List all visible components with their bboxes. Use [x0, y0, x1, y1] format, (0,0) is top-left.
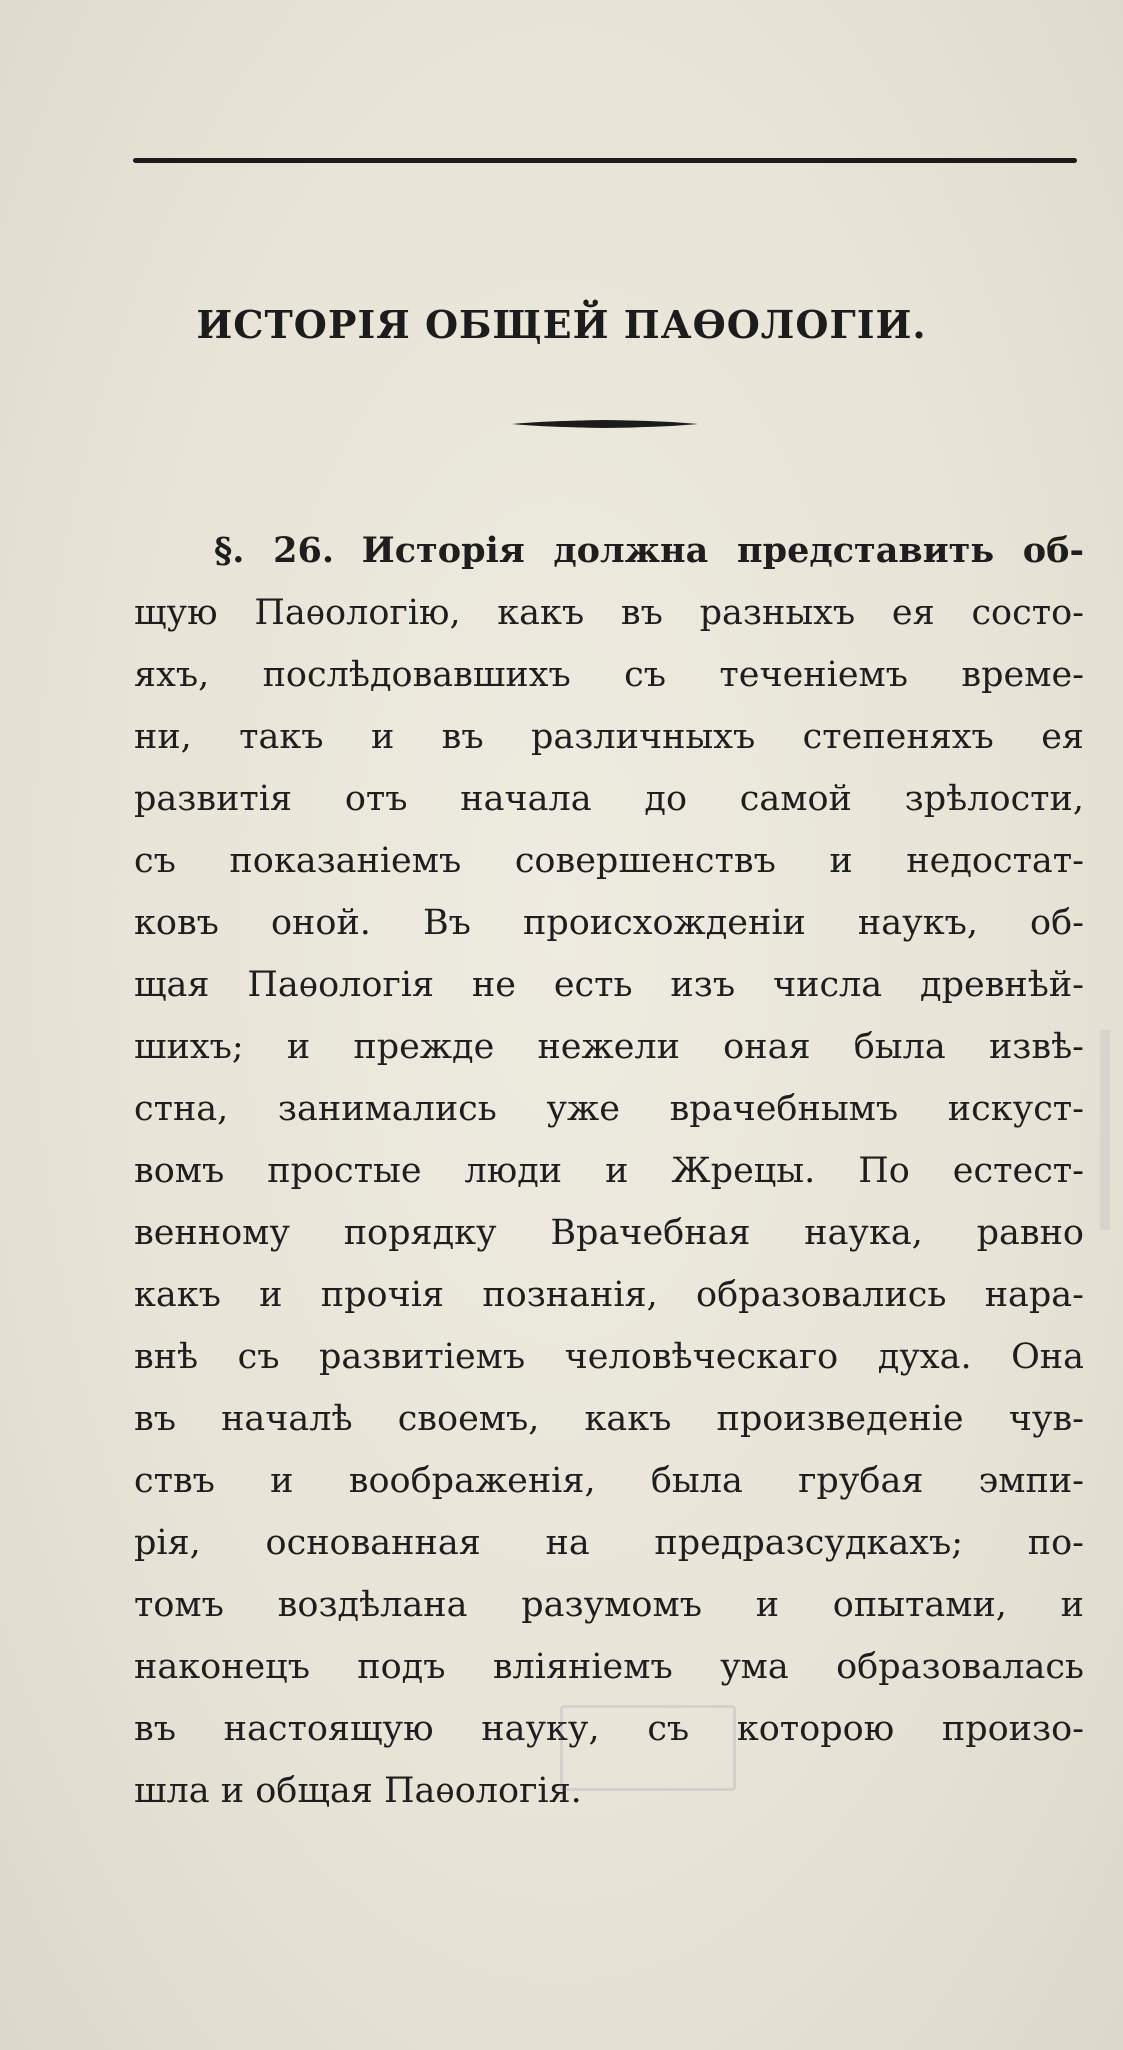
text-line: венному порядку Врачебная наука, равно — [134, 1213, 1084, 1253]
chapter-heading: ИСТОРІЯ ОБЩЕЙ ПАѲОЛОГІИ. — [196, 302, 927, 347]
text-line: внѣ съ развитіемъ человѣческаго духа. Она — [134, 1337, 1084, 1377]
text-line: въ началѣ своемъ, какъ произведеніе чув- — [134, 1399, 1084, 1439]
library-stamp-bleedthrough — [560, 1705, 736, 1791]
text-line: шихъ; и прежде нежели оная была извѣ- — [134, 1027, 1084, 1067]
text-line: стна, занимались уже врачебнымъ искуст- — [134, 1089, 1084, 1129]
text-line: щая Паѳологія не есть изъ числа древнѣй- — [134, 965, 1084, 1005]
section-number: §. 26. — [214, 530, 335, 571]
text-line: рія, основанная на предразсудкахъ; по- — [134, 1523, 1084, 1563]
paragraph — [134, 520, 1084, 1822]
text-line: наконецъ подъ вліяніемъ ума образовалась — [134, 1647, 1084, 1687]
page-edge-mark — [1100, 1030, 1110, 1230]
text-line: яхъ, послѣдовавшихъ съ теченіемъ време- — [134, 655, 1084, 695]
text-line: развитія отъ начала до самой зрѣлости, — [134, 779, 1084, 819]
ornamental-swash — [512, 419, 698, 429]
text-line: ковъ оной. Въ происхожденіи наукъ, об- — [134, 903, 1084, 943]
text-line: какъ и прочія познанія, образовались нара- — [134, 1275, 1084, 1315]
text-line: ствъ и воображенія, была грубая эмпи- — [134, 1461, 1084, 1501]
text-line: томъ воздѣлана разумомъ и опытами, и — [134, 1585, 1084, 1625]
text-line: щую Паѳологію, какъ въ разныхъ ея состо- — [134, 593, 1084, 633]
text-line: шла и общая Паѳологія. — [134, 1771, 582, 1811]
top-rule — [133, 158, 1077, 163]
text-line: §. 26. Исторія должна представить об- — [214, 530, 1084, 571]
text-line: вомъ простые люди и Жрецы. По естест- — [134, 1151, 1084, 1191]
text-line: ни, такъ и въ различныхъ степеняхъ ея — [134, 717, 1084, 757]
text-line: съ показаніемъ совершенствъ и недостат- — [134, 841, 1084, 881]
text-line: въ настоящую науку, съ которою произо- — [134, 1709, 1084, 1749]
